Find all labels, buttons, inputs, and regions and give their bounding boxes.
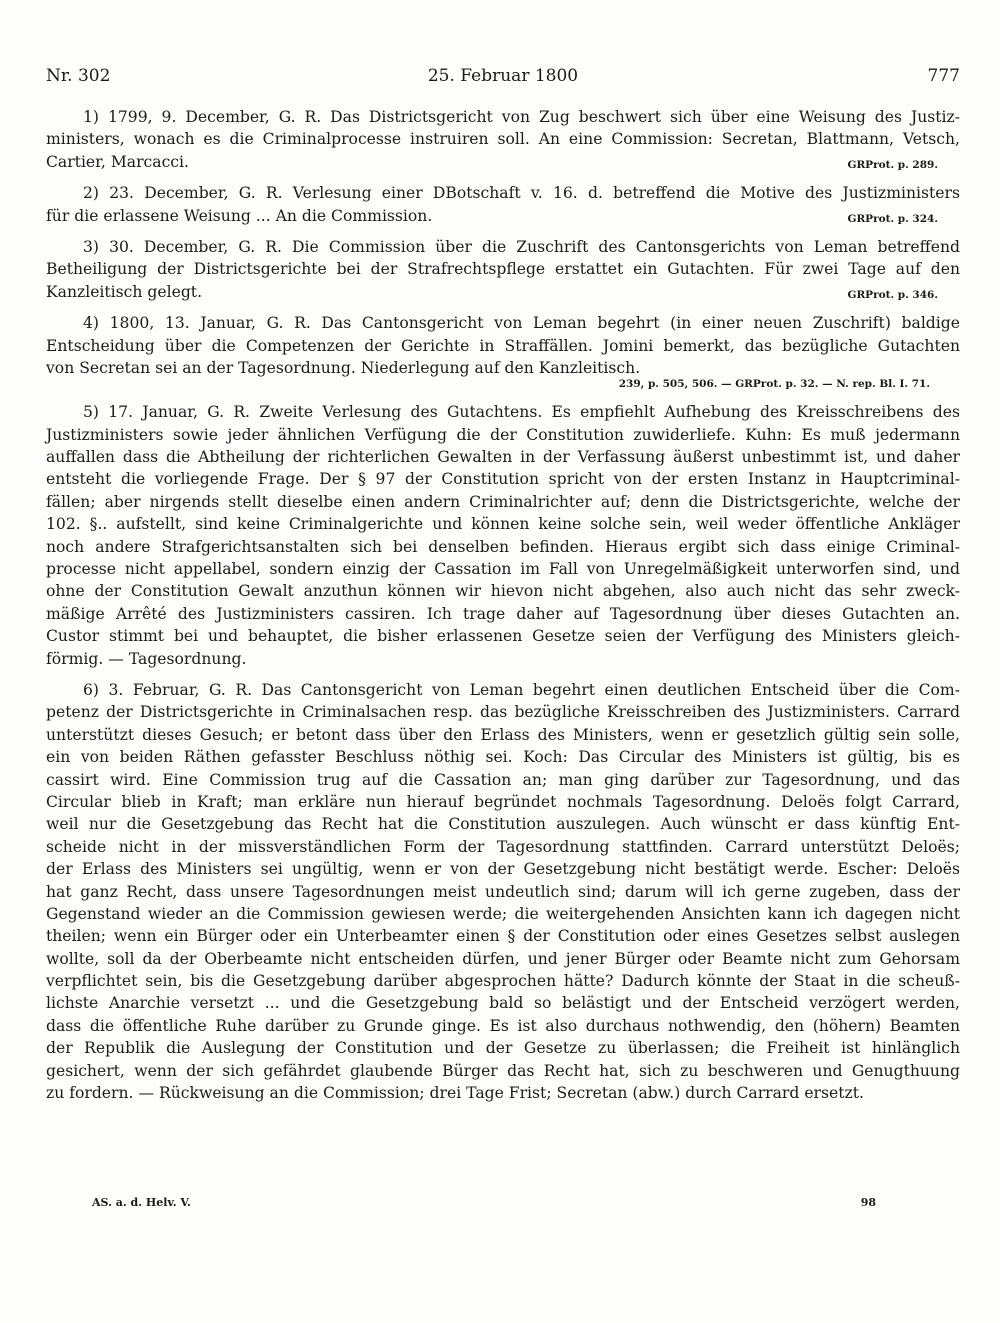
page-header — [46, 66, 960, 96]
sheet-number: 98 — [860, 1196, 876, 1209]
reference-citation: 239, p. 505, 506. — GRProt. p. 32. — N. rep. Bl. I. 71. — [618, 378, 930, 391]
text-line: Kanzleitisch gelegt. GRProt. p. 346. — [46, 281, 960, 303]
text-line: mäßige Arrêté des Justizministers cassiren. Ich trage daher auf Tagesordnung über dieses Gutachten an. — [46, 604, 960, 623]
entry-2 — [46, 182, 960, 227]
text-line: weil nur die Gesetzgebung das Recht hat die Constitution auszulegen. Auch wünscht er dass künftig Ent- — [46, 815, 960, 834]
text-line: verpflichtet sein, bis die Gesetzgebung darüber abgesprochen hätte? Dadurch könnte der Staat in die scheuß- — [46, 972, 960, 991]
text-line: dass die öffentliche Ruhe darüber zu Grunde ginge. Es ist also durchaus nothwendig, den (höhern) Beamten — [46, 1016, 960, 1035]
reference-citation: GRProt. p. 346. — [847, 288, 938, 301]
text-line: petenz der Districtsgerichte in Criminalsachen resp. das bezügliche Kreisschreiben des Justizministers. Carrard — [46, 703, 960, 722]
document-number: Nr. 302 — [46, 66, 111, 86]
text-line: für die erlassene Weisung ... An die Commission. GRProt. p. 324. — [46, 205, 960, 227]
text-line: ohne der Constitution Gewalt anzuthun können wir hievon nicht abgehen, also auch nicht das sehr zweck- — [46, 582, 960, 601]
text-line: von Secretan sei an der Tagesordnung. Niederlegung auf den Kanzleitisch. — [46, 358, 641, 377]
document-body — [46, 106, 960, 1113]
footer-signature: AS. a. d. Helv. V. — [92, 1196, 191, 1209]
text-line: Betheiligung der Districtsgerichte bei der Strafrechtspflege erstattet ein Gutachten. Für zwei Tage auf den — [46, 260, 960, 279]
text-line: förmig. — Tagesordnung. — [46, 649, 247, 668]
text-line: zu fordern. — Rückweisung an die Commission; drei Tage Frist; Secretan (abw.) durch Carrard ersetzt. — [46, 1084, 864, 1103]
text-line: theilen; wenn ein Bürger oder ein Unterbeamter einen § der Constitution oder eines Gesetzes selbst auslegen — [46, 927, 960, 946]
text-line: 1) 1799, 9. December, G. R. Das Districtsgericht von Zug beschwert sich über eine Weisung des Justiz- — [83, 108, 960, 126]
reference-citation: GRProt. p. 289. — [847, 158, 938, 171]
text-line: 102. §.. aufstellt, sind keine Criminalgerichte und können keine solche sein, weil weder öffentliche Ankläger — [46, 515, 960, 534]
entry-5 — [46, 401, 960, 670]
text-line: 5) 17. Januar, G. R. Zweite Verlesung des Gutachtens. Es empfiehlt Aufhebung des Kreisschreibens des — [83, 403, 960, 422]
text-line: Entscheidung über die Competenzen der Gerichte in Straffällen. Jomini bemerkt, das bezügliche Gutachten — [46, 336, 960, 355]
text-line: 3) 30. December, G. R. Die Commission über die Zuschrift des Cantonsgerichts von Leman betreffend — [83, 237, 960, 256]
page-number: 777 — [927, 66, 960, 86]
entry-4 — [46, 312, 960, 392]
text-line: hat ganz Recht, dass unsere Tagesordnungen meist undeutlich sind; darum will ich gerne zugeben, dass der — [46, 882, 960, 901]
text-line: entsteht die vorliegende Frage. Der § 97 der Constitution spricht von der ersten Instanz in Hauptcriminal- — [46, 470, 960, 489]
text-line: auffallen dass die Abtheilung der richterlichen Gewalten in der Verfassung äußerst unbestimmt ist, und daher — [46, 448, 960, 467]
text-line: ministers, wonach es die Criminalprocesse instruiren soll. An eine Commission: Secretan, Blattmann, Vetsch, — [46, 130, 960, 149]
text-line: unterstützt dieses Gesuch; er betont dass über den Erlass des Ministers, wenn er gesetzlich gültig sein solle, — [46, 725, 960, 744]
text-line: scheide nicht in der missverständlichen Form der Tagesordnung stattfinden. Carrard unterstützt Deloës; — [46, 837, 960, 856]
text-line: Justizministers sowie jeder ähnlichen Verfügung die der Constitution zuwiderliefe. Kuhn: Es muß jedermann — [46, 425, 960, 444]
text-line: Circular blieb in Kraft; man erkläre nun hierauf begründet nochmals Tagesordnung. Deloës folgt Carrard, — [46, 792, 960, 811]
text-line: processe nicht appellabel, sondern einzig der Cassation im Fall von Unregelmäßigkeit unterworfen sind, und — [46, 560, 960, 579]
text-line: fällen; aber nirgends stellt dieselbe einen andern Criminalrichter auf; denn die Districtsgerichte, welche der — [46, 492, 960, 511]
text-line: wollte, soll da der Oberbeamte nicht entscheiden dürfen, und jener Bürger oder Beamte nicht zum Gehorsam — [46, 949, 960, 968]
text-line: Custor stimmt bei und behauptet, die bisher erlassenen Gesetze seien der Verfügung des Ministers gleich- — [46, 627, 960, 646]
text-line: der Republik die Auslegung der Constitution und der Gesetze zu überlassen; die Freiheit ist hinlänglich — [46, 1039, 960, 1058]
text-line: ein von beiden Räthen gefasster Beschluss nöthig sei. Koch: Das Circular des Ministers ist gültig, bis es — [46, 748, 960, 767]
text-line: noch andere Strafgerichtsanstalten sich bei denselben befinden. Hieraus ergibt sich dass einige Criminal- — [46, 537, 960, 556]
text-line: 4) 1800, 13. Januar, G. R. Das Cantonsgericht von Leman begehrt (in einer neuen Zuschrift) baldige — [83, 314, 960, 333]
text-line: Cartier, Marcacci. GRProt. p. 289. — [46, 151, 960, 173]
text-line: 2) 23. December, G. R. Verlesung einer DBotschaft v. 16. d. betreffend die Motive des Justizministers — [83, 184, 960, 203]
text-line: gesichert, wenn der sich gefährdet glaubende Bürger das Recht hat, sich zu beschweren und Genugthuung — [46, 1061, 960, 1080]
text-line: cassirt wird. Eine Commission trug auf die Cassation an; man ging darüber zur Tagesordnung, und das — [46, 770, 960, 789]
text-line: Gegenstand wieder an die Commission gewiesen werde; die weitergehenden Ansichten kann ich dagegen nicht — [46, 904, 960, 923]
text-line: der Erlass des Ministers sei ungültig, wenn er von der Gesetzgebung nicht bestätigt werde. Escher: Deloës — [46, 860, 960, 879]
page-footer — [46, 1196, 876, 1216]
reference-citation: GRProt. p. 324. — [847, 212, 938, 225]
text-line: 6) 3. Februar, G. R. Das Cantonsgericht von Leman begehrt einen deutlichen Entscheid über die Com- — [83, 680, 960, 699]
text-line: lichste Anarchie versetzt ... und die Gesetzgebung bald so belästigt und der Entscheid verzögert werden, — [46, 994, 960, 1013]
entry-3 — [46, 236, 960, 303]
document-date: 25. Februar 1800 — [427, 66, 579, 86]
entry-1 — [46, 106, 960, 173]
entry-6 — [46, 679, 960, 1104]
